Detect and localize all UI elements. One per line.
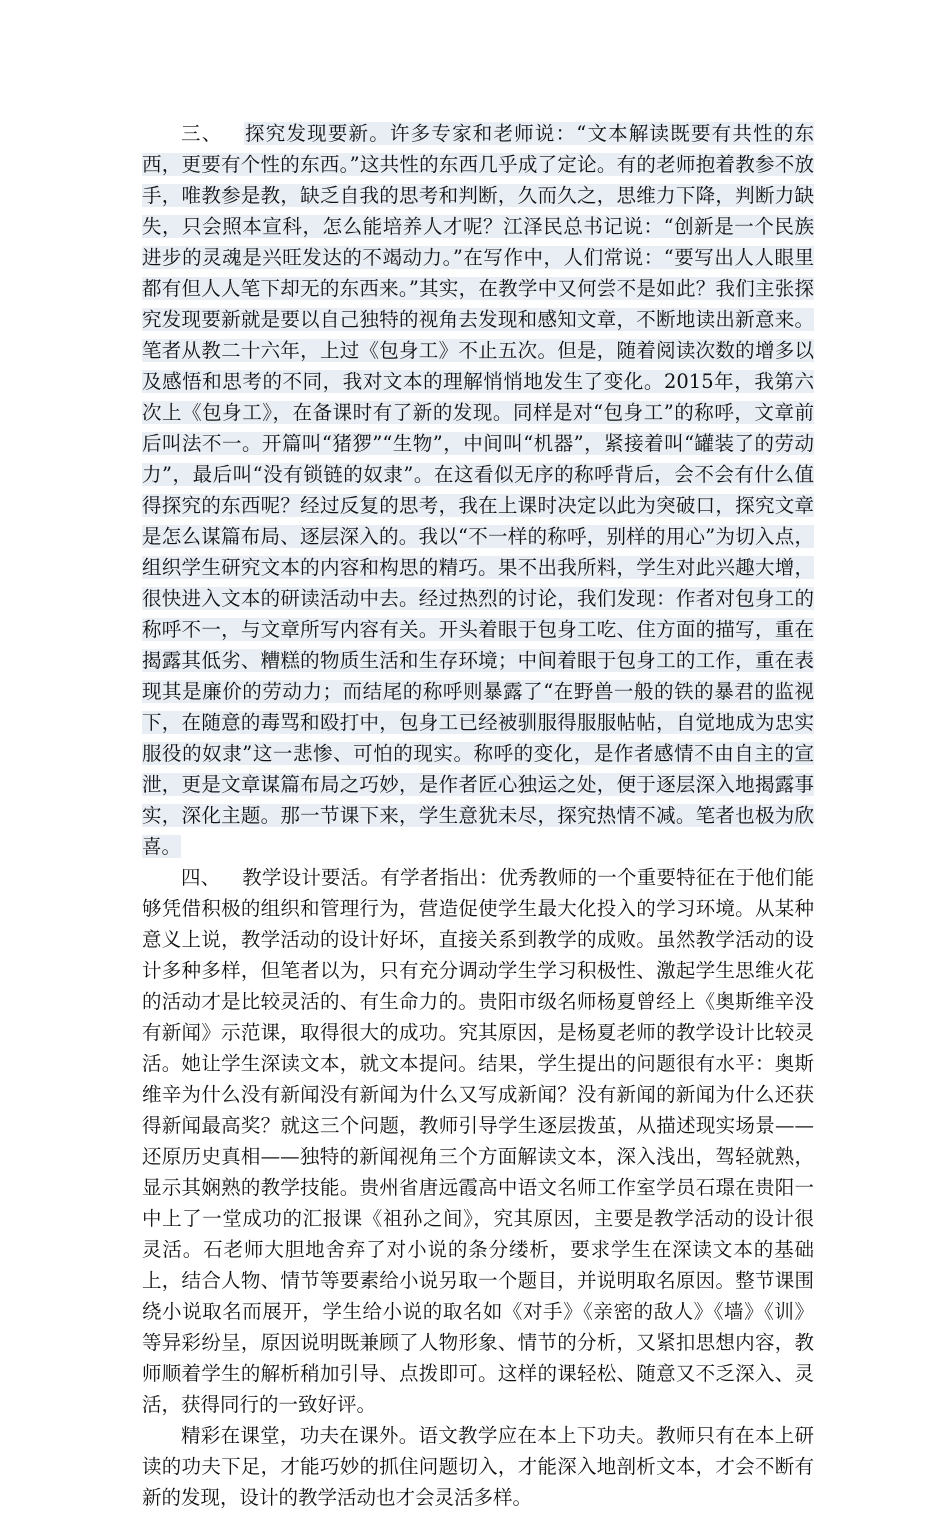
document-body: [142, 118, 814, 1513]
paragraph-section-3: [142, 118, 814, 862]
paragraph-text-3: 探究发现要新。许多专家和老师说：“文本解读既要有共性的东西，更要有个性的东西。”这共性的东西几乎成了定论。有的老师抱着教参不放手，唯教参是教，缺乏自我的思考和判断，久而久之，思维力下降，判断力缺失，只会照本宣科，怎么能培养人才呢？江泽民总书记说：“创新是一个民族进步的灵魂是兴旺发达的不竭动力。”在写作中，人们常说：“要写出人人眼里都有但人人笔下却无的东西来。”其实，在教学中又何尝不是如此？我们主张探究发现要新就是要以自己独特的视角去发现和感知文章，不断地读出新意来。笔者从教二十六年，上过《包身工》不止五次。但是，随着阅读次数的增多以及感悟和思考的不同，我对文本的理解悄悄地发生了变化。2015年，我第六次上《包身工》，在备课时有了新的发现。同样是对“包身工”的称呼，文章前后叫法不一。开篇叫“猪猡”“生物”，中间叫“机器”，紧接着叫“罐装了的劳动力”，最后叫“没有锁链的奴隶”。在这看似无序的称呼背后，会不会有什么值得探究的东西呢？经过反复的思考，我在上课时决定以此为突破口，探究文章是怎么谋篇布局、逐层深入的。我以“不一样的称呼，别样的用心”为切入点，组织学生研究文本的内容和构思的精巧。果不出我所料，学生对此兴趣大增，很快进入文本的研读活动中去。经过热烈的讨论，我们发现：作者对包身工的称呼不一，与文章所写内容有关。开头着眼于包身工吃、住方面的描写，重在揭露其低劣、糟糕的物质生活和生存环境；中间着眼于包身工的工作，重在表现其是廉价的劳动力；而结尾的称呼则暴露了“在野兽一般的铁的暴君的监视下，在随意的毒骂和殴打中，包身工已经被驯服得服服帖帖，自觉地成为忠实服役的奴隶”这一悲惨、可怕的现实。称呼的变化，是作者感情不由自主的宣泄，更是文章谋篇布局之巧妙，是作者匠心独运之处，便于逐层深入地揭露事实，深化主题。那一节课下来，学生意犹未尽，探究热情不减。笔者也极为欣喜。: [142, 122, 814, 858]
paragraph-conclusion: [142, 1420, 814, 1513]
paragraph-section-4: [142, 862, 814, 1420]
paragraph-text-conclusion: 精彩在课堂，功夫在课外。语文教学应在本上下功夫。教师只有在本上研读的功夫下足，才能巧妙的抓住问题切入，才能深入地剖析文本，才会不断有新的发现，设计的教学活动也才会灵活多样。: [142, 1424, 814, 1509]
section-number-3: 三、: [181, 122, 223, 145]
section-number-4: 四、: [181, 866, 221, 889]
paragraph-text-4: 教学设计要活。有学者指出：优秀教师的一个重要特征在于他们能够凭借积极的组织和管理行为，营造促使学生最大化投入的学习环境。从某种意义上说，教学活动的设计好坏，直接关系到教学的成败。虽然教学活动的设计多种多样，但笔者以为，只有充分调动学生学习积极性、激起学生思维火花的活动才是比较灵活的、有生命力的。贵阳市级名师杨夏曾经上《奥斯维辛没有新闻》示范课，取得很大的成功。究其原因，是杨夏老师的教学设计比较灵活。她让学生深读文本，就文本提问。结果，学生提出的问题很有水平：奥斯维辛为什么没有新闻没有新闻为什么又写成新闻？没有新闻的新闻为什么还获得新闻最高奖？就这三个问题，教师引导学生逐层拨茧，从描述现实场景——还原历史真相——独特的新闻视角三个方面解读文本，深入浅出，驾轻就熟，显示其娴熟的教学技能。贵州省唐远霞高中语文名师工作室学员石璟在贵阳一中上了一堂成功的汇报课《祖孙之间》，究其原因，主要是教学活动的设计很灵活。石老师大胆地舍弃了对小说的条分缕析，要求学生在深读文本的基础上，结合人物、情节等要素给小说另取一个题目，并说明取名原因。整节课围绕小说取名而展开，学生给小说的取名如《对手》《亲密的敌人》《墙》《训》等异彩纷呈，原因说明既兼顾了人物形象、情节的分析，又紧扣思想内容，教师顺着学生的解析稍加引导、点拨即可。这样的课轻松、随意又不乏深入、灵活，获得同行的一致好评。: [142, 866, 814, 1416]
